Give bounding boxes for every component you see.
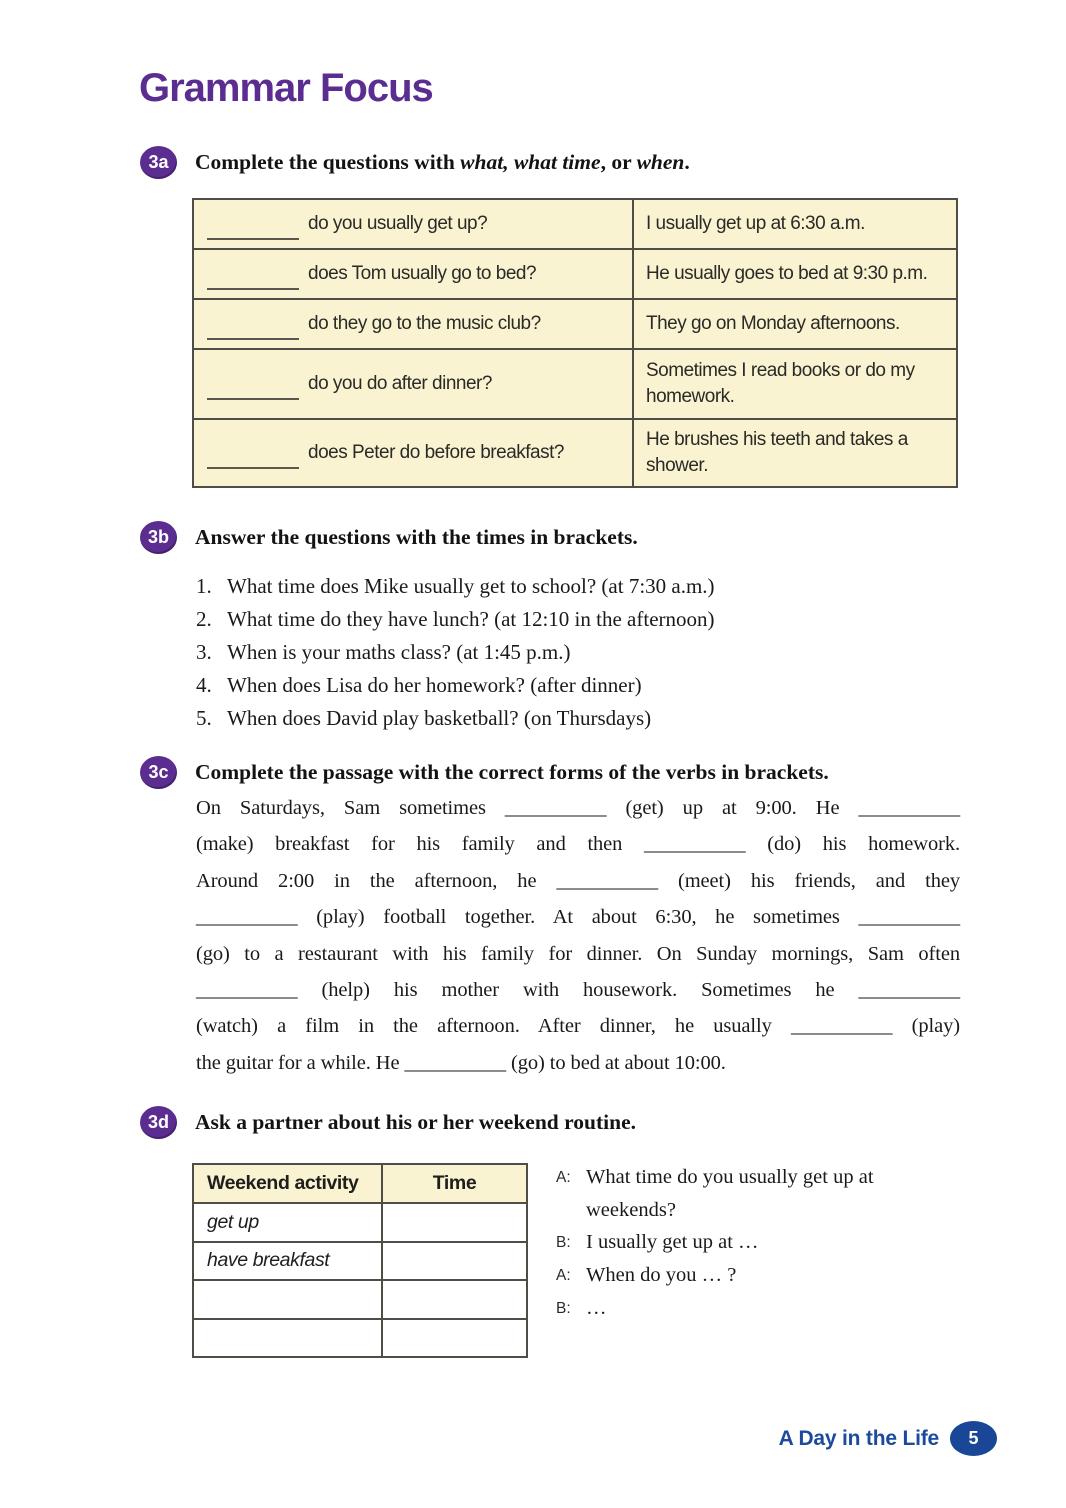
speaker-label: B: bbox=[556, 1234, 571, 1251]
item-text: When does Lisa do her homework? (after dinner) bbox=[227, 673, 642, 697]
dialogue-text: When do you … ? bbox=[586, 1264, 737, 1286]
answer-blank bbox=[207, 268, 299, 290]
answer-text: I usually get up at 6:30 a.m. bbox=[646, 213, 865, 235]
exercise-badge-3a: 3a bbox=[140, 146, 177, 179]
cloze-passage bbox=[196, 790, 960, 1081]
question-cell bbox=[194, 350, 632, 418]
instruction-3b: Answer the questions with the times in brackets. bbox=[195, 524, 638, 549]
passage-line: (make) breakfast for his family and then __________ (do) his homework. bbox=[196, 833, 960, 856]
question-cell bbox=[194, 420, 632, 486]
item-number: 4. bbox=[196, 673, 212, 697]
exercise-badge-3b: 3b bbox=[140, 521, 177, 554]
answer-cell bbox=[632, 350, 956, 418]
passage-line: (watch) a film in the afternoon. After dinner, he usually __________ (play) bbox=[196, 1015, 960, 1038]
item-number: 3. bbox=[196, 640, 212, 664]
list-item bbox=[196, 636, 936, 669]
question-cell bbox=[194, 250, 632, 298]
dialogue-text: I usually get up at … bbox=[586, 1231, 759, 1253]
item-number: 1. bbox=[196, 574, 212, 598]
table-row bbox=[194, 418, 956, 486]
time-cell bbox=[381, 1243, 526, 1280]
question-text: does Tom usually go to bed? bbox=[308, 263, 537, 284]
answer-cell bbox=[632, 300, 956, 348]
item-number: 2. bbox=[196, 607, 212, 631]
passage-line: __________ (play) football together. At about 6:30, he sometimes __________ bbox=[196, 906, 960, 929]
table-row bbox=[194, 1318, 526, 1357]
time-cell bbox=[381, 1281, 526, 1318]
instruction-3a bbox=[195, 150, 690, 176]
list-item bbox=[196, 669, 936, 702]
section-3b-head bbox=[140, 521, 1040, 554]
answer-text: They go on Monday afternoons. bbox=[646, 313, 900, 335]
speaker-label: A: bbox=[556, 1169, 571, 1186]
exercise-badge-3d: 3d bbox=[140, 1106, 177, 1139]
table-header-row bbox=[194, 1165, 526, 1202]
passage-line: Around 2:00 in the afternoon, he __________ (meet) his friends, and they bbox=[196, 869, 960, 892]
answer-blank bbox=[207, 378, 299, 400]
table-row bbox=[194, 200, 956, 248]
dialogue-text: What time do you usually get up at weekends? bbox=[586, 1166, 874, 1221]
header-time: Time bbox=[381, 1165, 526, 1202]
list-item bbox=[196, 702, 936, 735]
passage-line: On Saturdays, Sam sometimes __________ (get) up at 9:00. He __________ bbox=[196, 797, 960, 819]
model-dialogue bbox=[556, 1161, 956, 1325]
answer-cell bbox=[632, 420, 956, 486]
question-text: do you do after dinner? bbox=[308, 373, 492, 394]
instruction-3c: Complete the passage with the correct forms of the verbs in brackets. bbox=[195, 759, 829, 784]
dialogue-line bbox=[556, 1259, 956, 1292]
answer-blank bbox=[207, 447, 299, 469]
section-3a-head bbox=[140, 146, 1040, 179]
item-text: When is your maths class? (at 1:45 p.m.) bbox=[227, 640, 571, 664]
header-activity: Weekend activity bbox=[207, 1172, 359, 1194]
speaker-label: B: bbox=[556, 1300, 571, 1317]
time-cell bbox=[381, 1320, 526, 1357]
chapter-title: A Day in the Life bbox=[778, 1426, 939, 1450]
answer-cell bbox=[632, 200, 956, 248]
table-row bbox=[194, 1279, 526, 1318]
page-number-badge: 5 bbox=[950, 1421, 997, 1456]
answer-blank bbox=[207, 218, 299, 240]
dialogue-text: … bbox=[586, 1297, 607, 1319]
activity-cell: have breakfast bbox=[207, 1249, 330, 1272]
instruction-3d: Ask a partner about his or her weekend routine. bbox=[195, 1109, 636, 1134]
answer-text: Sometimes I read books or do my homework. bbox=[646, 360, 915, 407]
item-number: 5. bbox=[196, 706, 212, 730]
dialogue-line bbox=[556, 1226, 956, 1259]
question-answer-table bbox=[192, 198, 958, 488]
exercise-badge-3c: 3c bbox=[140, 756, 177, 789]
question-cell bbox=[194, 300, 632, 348]
passage-line: (go) to a restaurant with his family for dinner. On Sunday mornings, Sam often bbox=[196, 942, 960, 965]
activity-cell bbox=[194, 1320, 381, 1357]
list-item bbox=[196, 570, 936, 603]
table-row bbox=[194, 1202, 526, 1241]
item-text: What time do they have lunch? (at 12:10 in the afternoon) bbox=[227, 607, 715, 631]
table-row bbox=[194, 1241, 526, 1280]
section-3c-head bbox=[140, 756, 1060, 789]
item-text: When does David play basketball? (on Thursdays) bbox=[227, 706, 652, 730]
answer-text: He usually goes to bed at 9:30 p.m. bbox=[646, 263, 928, 285]
page-title: Grammar Focus bbox=[139, 66, 433, 110]
list-item bbox=[196, 603, 936, 636]
dialogue-line bbox=[556, 1292, 956, 1325]
weekend-activity-table bbox=[192, 1163, 528, 1358]
instruction-3a-part-italic: when bbox=[636, 149, 685, 174]
table-row bbox=[194, 348, 956, 418]
question-list bbox=[196, 570, 936, 735]
instruction-3a-part: . bbox=[684, 149, 690, 174]
passage-line: __________ (help) his mother with housework. Sometimes he __________ bbox=[196, 979, 960, 1002]
answer-text: He brushes his teeth and takes a shower. bbox=[646, 429, 908, 476]
question-cell bbox=[194, 200, 632, 248]
answer-cell bbox=[632, 250, 956, 298]
passage-line: the guitar for a while. He __________ (go) to bed at about 10:00. bbox=[196, 1051, 726, 1074]
time-cell bbox=[381, 1204, 526, 1241]
item-text: What time does Mike usually get to school? (at 7:30 a.m.) bbox=[227, 574, 715, 598]
table-row bbox=[194, 248, 956, 298]
activity-cell bbox=[194, 1281, 381, 1318]
instruction-3a-part-italic: what, what time bbox=[460, 149, 601, 174]
section-3d-head bbox=[140, 1106, 1040, 1139]
dialogue-line bbox=[556, 1161, 956, 1226]
question-text: does Peter do before breakfast? bbox=[308, 442, 564, 463]
instruction-3a-part: , or bbox=[600, 149, 637, 174]
question-text: do you usually get up? bbox=[308, 213, 488, 234]
answer-blank bbox=[207, 318, 299, 340]
speaker-label: A: bbox=[556, 1267, 571, 1284]
activity-cell: get up bbox=[207, 1210, 259, 1233]
instruction-3a-part: Complete the questions with bbox=[195, 149, 461, 174]
question-text: do they go to the music club? bbox=[308, 313, 541, 334]
table-row bbox=[194, 298, 956, 348]
page-footer bbox=[779, 1421, 997, 1456]
